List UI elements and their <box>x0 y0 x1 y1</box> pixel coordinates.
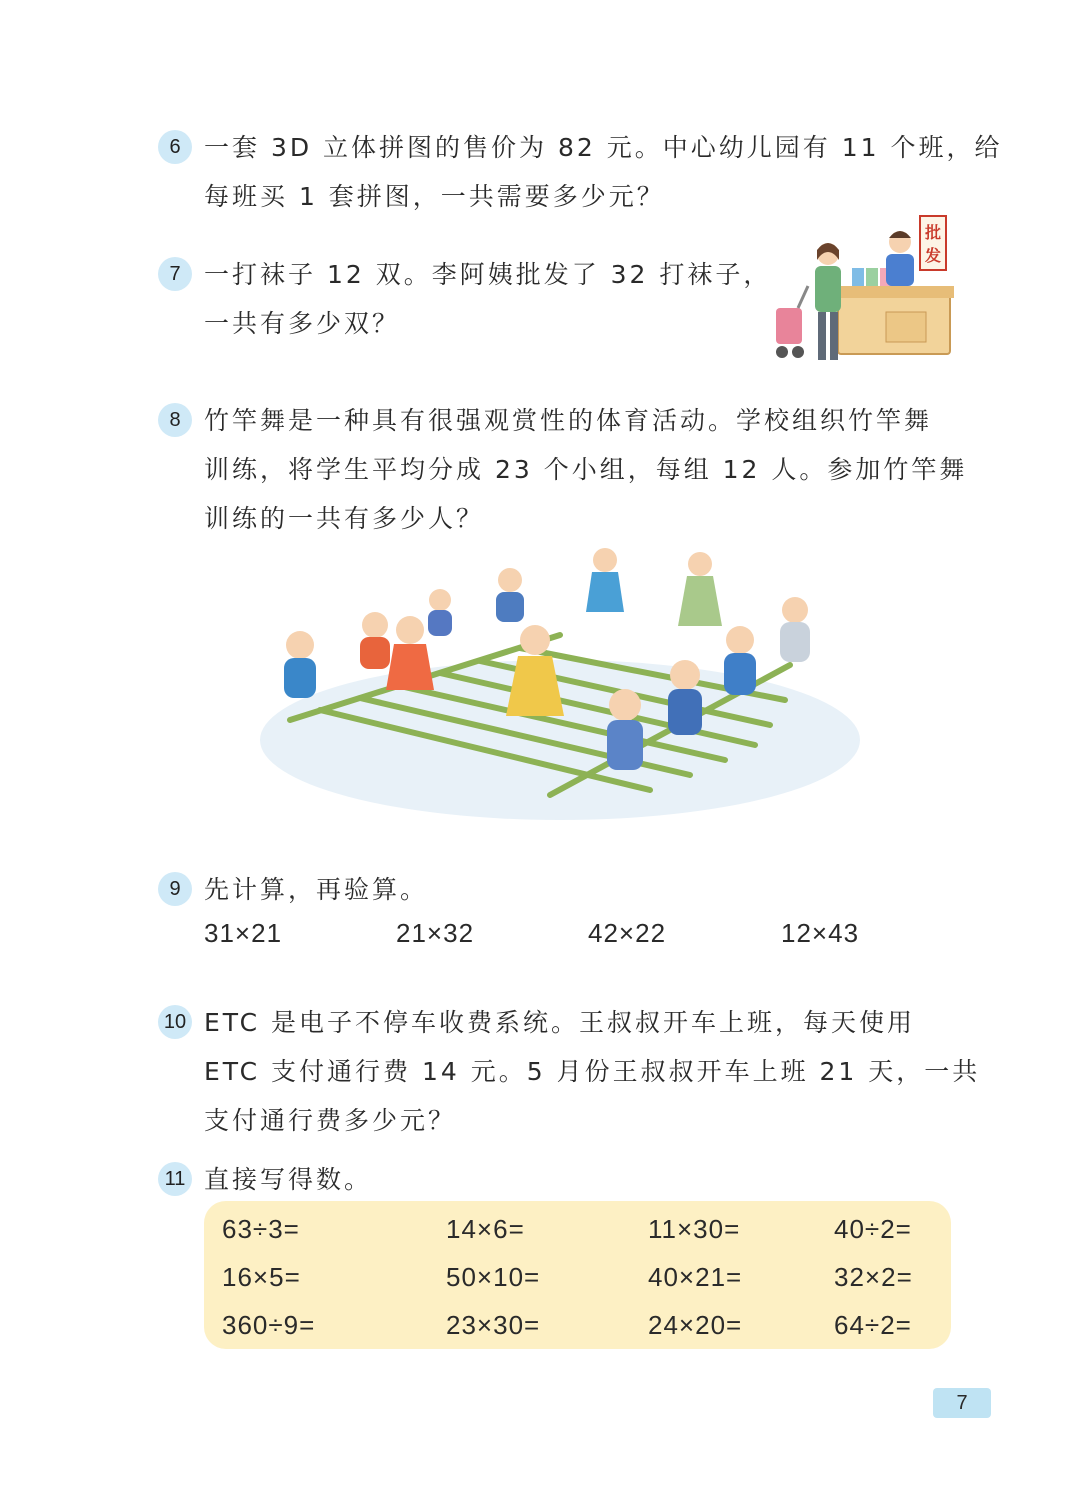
problem-7-text-line-2: 一共有多少双？ <box>204 309 401 338</box>
problem-number-badge: 10 <box>158 1005 192 1039</box>
verify-expression: 21×32 <box>396 918 475 948</box>
mental-math-expression: 16×5= <box>222 1262 301 1292</box>
sign-char-2: 发 <box>924 246 942 265</box>
problem-6-text-line-2: 每班买 1 套拼图，一共需要多少元？ <box>204 182 665 211</box>
mental-math-expression: 24×20= <box>648 1310 743 1340</box>
problem-number-badge: 6 <box>158 130 192 164</box>
problem-number-badge: 9 <box>158 872 192 906</box>
mental-math-expression: 40÷2= <box>834 1214 912 1244</box>
problem-8-text-line-3: 训练的一共有多少人？ <box>204 504 485 533</box>
problem-10-text-line-2: ETC 支付通行费 14 元。5 月份王叔叔开车上班 21 天，一共 <box>204 1057 981 1086</box>
problem-number-badge: 7 <box>158 257 192 291</box>
problem-9-text: 先计算，再验算。 <box>204 875 429 904</box>
mental-math-expression: 50×10= <box>446 1262 541 1292</box>
problem-11-text: 直接写得数。 <box>204 1165 373 1194</box>
problem-10-text-line-3: 支付通行费多少元？ <box>204 1106 457 1135</box>
page-number: 7 <box>933 1388 991 1418</box>
mental-math-expression: 23×30= <box>446 1310 541 1340</box>
mental-math-expression: 32×2= <box>834 1262 913 1292</box>
problem-8-text-line-1: 竹竿舞是一种具有很强观赏性的体育活动。学校组织竹竿舞 <box>204 406 933 435</box>
mental-math-expression: 40×21= <box>648 1262 743 1292</box>
mental-math-expression: 14×6= <box>446 1214 525 1244</box>
verify-expression: 12×43 <box>781 918 860 948</box>
verify-expression: 42×22 <box>588 918 667 948</box>
problem-10-text-line-1: ETC 是电子不停车收费系统。王叔叔开车上班，每天使用 <box>204 1008 916 1037</box>
problem-7-text-line-1: 一打袜子 12 双。李阿姨批发了 32 打袜子， <box>204 260 772 289</box>
bamboo-dance-illustration <box>250 540 870 830</box>
verify-expression: 31×21 <box>204 918 283 948</box>
mental-math-expression: 63÷3= <box>222 1214 300 1244</box>
mental-math-expression: 64÷2= <box>834 1310 912 1340</box>
problem-number-badge: 11 <box>158 1162 192 1196</box>
mental-math-expression: 360÷9= <box>222 1310 316 1340</box>
wholesale-shop-illustration <box>768 212 954 372</box>
problem-number-badge: 8 <box>158 403 192 437</box>
mental-math-expression: 11×30= <box>648 1214 741 1244</box>
problem-8-text-line-2: 训练，将学生平均分成 23 个小组，每组 12 人。参加竹竿舞 <box>204 455 968 484</box>
sign-char-1: 批 <box>924 223 942 242</box>
problem-6-text-line-1: 一套 3D 立体拼图的售价为 82 元。中心幼儿园有 11 个班，给 <box>204 133 1003 162</box>
